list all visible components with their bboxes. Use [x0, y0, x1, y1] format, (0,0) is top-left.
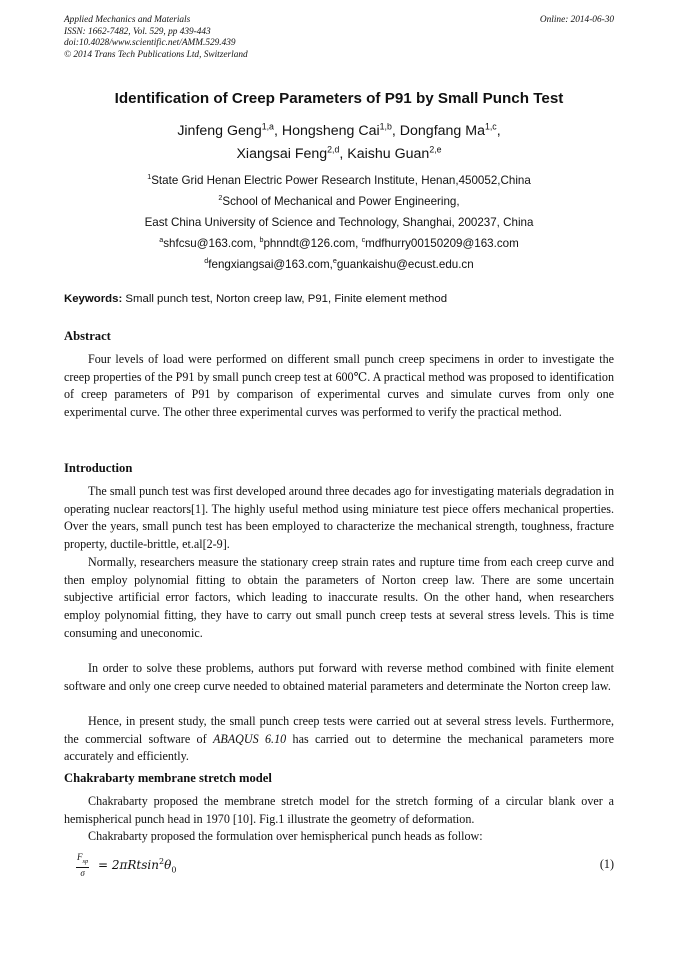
journal-doi: doi:10.4028/www.scientific.net/AMM.529.439 [64, 38, 236, 49]
software-name: ABAQUS 6.10 [212, 731, 287, 746]
emails-line-1 [0, 237, 678, 250]
email[interactable]: fengxiangsai@163.com, [208, 258, 333, 271]
journal-copyright: © 2014 Trans Tech Publications Ltd, Switzerland [64, 49, 248, 60]
author-sup: 1,b [379, 121, 392, 132]
affiliation-2 [0, 195, 678, 208]
abstract-heading: Abstract [64, 329, 111, 343]
affiliation-1 [0, 174, 678, 187]
paragraph-text: Hence, in present study, the small punch creep tests were carried out at several stress levels. Furthermore, the commercial software of [64, 714, 614, 746]
author-sup: 2,d [327, 144, 340, 155]
journal-name: Applied Mechanics and Materials [64, 15, 191, 25]
force-symbol: F [77, 852, 83, 862]
email[interactable]: phnndt@126.com, [263, 237, 362, 250]
keywords-label: Keywords: [64, 293, 123, 305]
authors-line-2 [0, 146, 678, 162]
equation-1 [76, 852, 614, 878]
chakrabarty-paragraph-1: Chakrabarty proposed the membrane stretch model for the stretch forming of a circular blank over a hemispherical punch head in 1970 [10]. Fig.1 illustrate the geometry of deformation. [64, 794, 614, 826]
equation-numerator [76, 852, 89, 868]
author-name: Jinfeng Geng [177, 123, 262, 139]
introduction-paragraph-1: The small punch test was first developed around three decades ago for investigating materials degradation in operating nuclear reactors[1]. The highly useful method using miniature test piece offers mechanical properties. Over the years, small punch test has been employed to characterize the mechanical strength, toughness, fracture property, ductile-brittle, et.al[2-9]. [64, 484, 614, 552]
author-sup: 2,e [429, 144, 442, 155]
author-name: Hongsheng Cai [281, 123, 380, 139]
email-sup: d [204, 256, 209, 266]
abstract-text: Four levels of load were performed on different small punch creep specimens in order to investigate the creep properties of the P91 by small punch creep test at 600℃. A practical method was proposed to identification of creep parameters of P91 by comparison of experimental curves and simulate curves from only one experimental curve. The other three experimental curves was performed to verify the practical method. [64, 352, 614, 420]
online-date: Online: 2014-06-30 [539, 15, 614, 25]
emails-line-2 [0, 258, 678, 271]
equation-rhs-main: = 2πRtsin [98, 858, 159, 872]
keywords [64, 293, 447, 305]
keywords-text: Small punch test, Norton creep law, P91, Finite element method [125, 293, 448, 305]
email-sup: b [259, 235, 264, 245]
paragraph-text: has carried out to determine the mechanical parameters more accurately and efficiently. [64, 731, 614, 764]
email-sup: e [332, 256, 337, 266]
chakrabarty-heading: Chakrabarty membrane stretch model [64, 771, 272, 785]
affiliation-3 [0, 216, 678, 229]
equation-exponent: 2 [158, 857, 165, 866]
affiliation-text: School of Mechanical and Power Engineering, [222, 195, 460, 208]
equation-theta-subscript: 0 [171, 865, 177, 875]
author-sup: 1,c [484, 121, 497, 132]
affiliation-sup: 1 [147, 172, 152, 182]
equation-denominator: σ [80, 867, 85, 878]
affiliation-text: East China University of Science and Technology, Shanghai, 200237, China [144, 216, 534, 229]
chakrabarty-paragraph-2: Chakrabarty proposed the formulation over hemispherical punch heads as follow: [88, 829, 483, 843]
force-subscript: sp [82, 857, 89, 865]
email-sup: a [159, 235, 164, 245]
introduction-heading: Introduction [64, 461, 133, 475]
author-sep: , [496, 123, 501, 139]
journal-header [64, 15, 248, 61]
affiliation-text: State Grid Henan Electric Power Research Institute, Henan,450052,China [151, 174, 531, 187]
email[interactable]: guankaishu@ecust.edu.cn [336, 258, 474, 271]
author-name: Xiangsai Feng [236, 146, 328, 162]
equation-fraction [76, 852, 89, 878]
author-sup: 1,a [261, 121, 274, 132]
equation-number: (1) [599, 857, 614, 871]
equation-rhs [98, 857, 176, 874]
introduction-paragraph-2: Normally, researchers measure the stationary creep strain rates and rupture time from each creep curve and then employ polynomial fitting to obtain the parameters of Norton creep law. There are some uncertain subjective artificial error factors, which leading to inaccurate results. On the other hand, when researchers employ polynomial fitting, they have to carry out small punch creep tests at several stress levels. This is time consuming and uneconomic. [64, 555, 614, 640]
journal-issn: ISSN: 1662-7482, Vol. 529, pp 439-443 [64, 26, 211, 37]
author-name: Dongfang Ma [399, 123, 485, 139]
author-name: Kaishu Guan [347, 146, 430, 162]
paper-title: Identification of Creep Parameters of P91 by Small Punch Test [114, 90, 564, 107]
email[interactable]: mdfhurry00150209@163.com [365, 237, 519, 250]
introduction-paragraph-3: In order to solve these problems, authors put forward with reverse method combined with finite element software and only one creep curve needed to obtained material parameters and determinate the Norton creep law. [64, 661, 614, 693]
introduction-paragraph-4 [64, 713, 614, 766]
email-sup: c [361, 235, 366, 245]
author-sep: , [339, 146, 348, 162]
equation-theta: θ [164, 858, 172, 872]
affiliation-sup: 2 [218, 193, 223, 203]
email[interactable]: shfcsu@163.com, [163, 237, 260, 250]
authors-line-1 [0, 123, 678, 139]
author-sep: , [391, 123, 400, 139]
author-sep: , [273, 123, 282, 139]
